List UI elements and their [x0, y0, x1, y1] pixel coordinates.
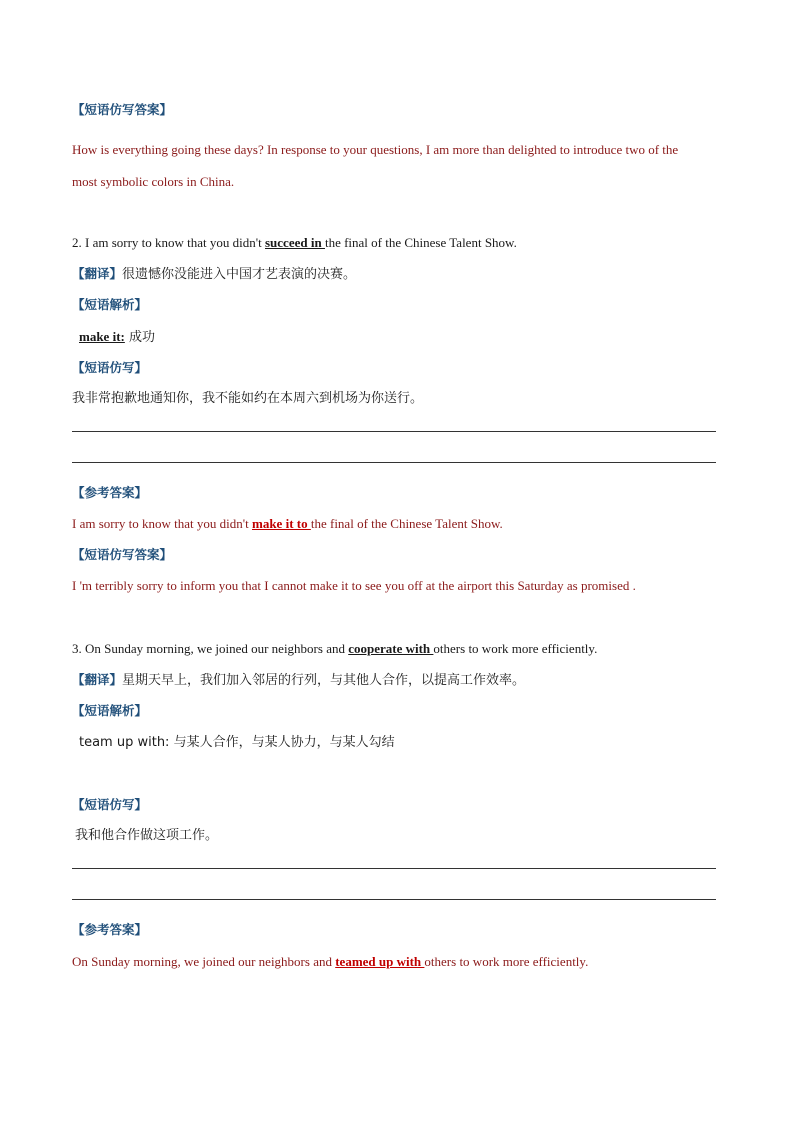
reference-answer-label: 【参考答案】	[72, 485, 148, 500]
answer-blank-line[interactable]	[72, 462, 716, 463]
answer-blank-line[interactable]	[72, 431, 716, 432]
reference-after: others to work more efficiently.	[424, 954, 589, 969]
translate-row-3	[72, 672, 525, 689]
reference-before: I am sorry to know that you didn't	[72, 516, 252, 531]
imitate-prompt: 我非常抱歉地通知你，我不能如约在本周六到机场为你送行。	[72, 391, 424, 406]
question-3-after: others to work more efficiently.	[433, 641, 598, 656]
question-3-key-phrase: cooperate with	[348, 641, 434, 656]
reference-after: the final of the Chinese Talent Show.	[310, 516, 503, 531]
phrase-answer-line-2: most symbolic colors in China.	[72, 174, 235, 189]
reference-answer-label: 【参考答案】	[72, 922, 148, 937]
translate-label: 【翻译】	[72, 266, 123, 281]
translate-row-2	[72, 266, 356, 283]
question-3-before: 3. On Sunday morning, we joined our neighbors and	[72, 641, 349, 656]
imitate-label: 【短语仿写】	[72, 797, 148, 812]
reference-before: On Sunday morning, we joined our neighbors and	[72, 954, 336, 969]
analysis-label: 【短语解析】	[72, 297, 148, 312]
analysis-meaning: 成功	[124, 330, 155, 345]
question-2	[72, 235, 517, 251]
imitate-answer-text: I 'm terribly sorry to inform you that I cannot make it to see you off at the airport this Saturday as promised .	[72, 578, 636, 593]
analysis-row-2	[79, 329, 155, 346]
imitate-prompt: 我和他合作做这项工作。	[75, 828, 219, 843]
imitate-label: 【短语仿写】	[72, 360, 148, 375]
analysis-meaning: team up with: 与某人合作，与某人协力，与某人勾结	[79, 735, 395, 750]
analysis-key-phrase: make it:	[79, 329, 125, 344]
reference-answer-3	[72, 954, 588, 970]
question-3	[72, 641, 597, 657]
phrase-answer-label: 【短语仿写答案】	[72, 102, 173, 117]
answer-blank-line[interactable]	[72, 868, 716, 869]
reference-key-phrase: teamed up with	[335, 954, 425, 969]
translate-text: 星期天早上，我们加入邻居的行列，与其他人合作，以提高工作效率。	[122, 673, 526, 688]
question-2-key-phrase: succeed in	[265, 235, 325, 250]
answer-blank-line[interactable]	[72, 899, 716, 900]
question-2-after: the final of the Chinese Talent Show.	[324, 235, 517, 250]
phrase-answer-line-1: How is everything going these days? In response to your questions, I am more than delighted to introduce two of the	[72, 142, 679, 157]
reference-key-phrase: make it to	[252, 516, 311, 531]
translate-text: 很遗憾你没能进入中国才艺表演的决赛。	[122, 267, 357, 282]
reference-answer-2	[72, 516, 503, 532]
translate-label: 【翻译】	[72, 672, 123, 687]
analysis-label: 【短语解析】	[72, 703, 148, 718]
question-2-before: 2. I am sorry to know that you didn't	[72, 235, 265, 250]
imitate-answer-label: 【短语仿写答案】	[72, 547, 173, 562]
